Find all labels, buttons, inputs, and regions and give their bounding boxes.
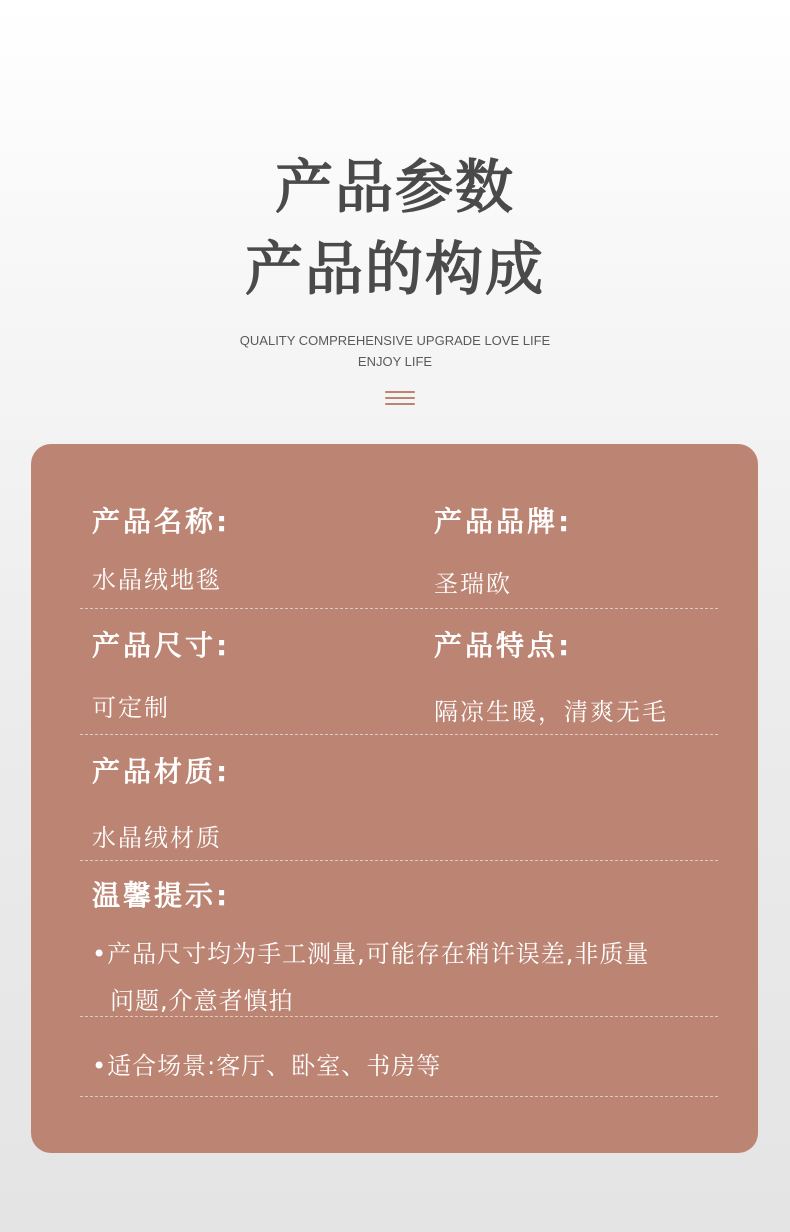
product-feature-label: 产品特点: — [434, 629, 573, 662]
tip-2: •适合场景:客厅、卧室、书房等 — [92, 1052, 442, 1080]
product-size-value: 可定制 — [92, 694, 170, 722]
subtitle-line1: QUALITY COMPREHENSIVE UPGRADE LOVE LIFE — [239, 333, 551, 348]
subtitle — [0, 330, 790, 372]
divider — [80, 1016, 718, 1017]
product-name-label: 产品名称: — [92, 505, 231, 538]
menu-icon — [385, 391, 415, 409]
divider — [80, 860, 718, 861]
tip-1-line1: •产品尺寸均为手工测量,可能存在稍许误差,非质量 — [92, 940, 650, 968]
product-brand-value: 圣瑞欧 — [434, 570, 512, 598]
product-name-value: 水晶绒地毯 — [92, 566, 222, 594]
product-material-label: 产品材质: — [92, 755, 231, 788]
header-section — [0, 0, 790, 440]
page-title-line2: 产品的构成 — [244, 235, 545, 303]
divider — [80, 608, 718, 609]
product-size-label: 产品尺寸: — [92, 629, 231, 662]
subtitle-line2: ENJOY LIFE — [357, 354, 433, 369]
product-material-value: 水晶绒材质 — [92, 824, 222, 852]
product-feature-value: 隔凉生暖，清爽无毛 — [434, 698, 668, 726]
product-brand-label: 产品品牌: — [434, 505, 573, 538]
divider — [80, 734, 718, 735]
divider — [80, 1096, 718, 1097]
tips-label: 温馨提示: — [92, 879, 231, 912]
tip-1-line2: 问题,介意者慎拍 — [110, 987, 294, 1015]
page-title-line1: 产品参数 — [274, 153, 515, 221]
params-card — [31, 444, 758, 1153]
